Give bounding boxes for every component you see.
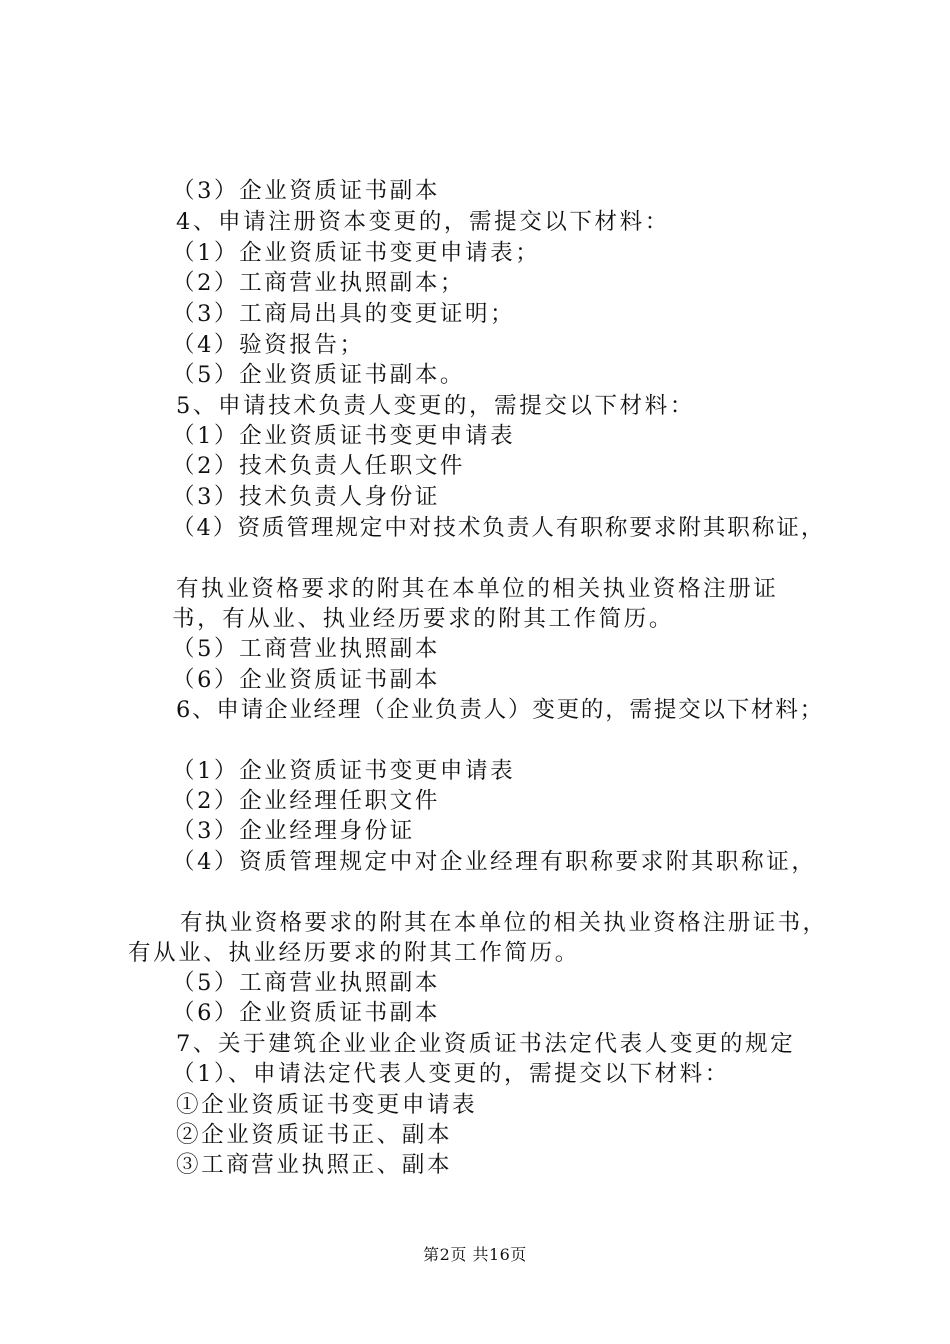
text-line: （6）企业资质证书副本 [172, 1000, 440, 1026]
text-line: （3）企业资质证书副本 [172, 178, 440, 204]
text-line: ②企业资质证书正、副本 [176, 1122, 453, 1148]
text-line: 5、申请技术负责人变更的，需提交以下材料： [176, 393, 695, 419]
text-line: （4）资质管理规定中对企业经理有职称要求附其职称证， [172, 849, 817, 875]
text-line: （6）企业资质证书副本 [172, 667, 440, 693]
text-line: 有从业、执业经历要求的附其工作简历。 [128, 940, 580, 966]
text-line: （3）工商局出具的变更证明； [172, 301, 516, 327]
text-line: 7、关于建筑企业业企业资质证书法定代表人变更的规定 [176, 1031, 796, 1057]
text-line: （1）企业资质证书变更申请表 [172, 758, 516, 784]
text-line: 书，有从业、执业经历要求的附其工作简历。 [172, 606, 675, 632]
text-line: （5）工商营业执照副本 [172, 636, 440, 662]
text-line: ③工商营业执照正、副本 [176, 1152, 453, 1178]
text-line: 有执业资格要求的附其在本单位的相关执业资格注册证 [176, 576, 779, 602]
text-line: （3）企业经理身份证 [172, 818, 415, 844]
text-line: （5）工商营业执照副本 [172, 970, 440, 996]
text-line: （2）企业经理任职文件 [172, 788, 440, 814]
text-line: 6、申请企业经理（企业负责人）变更的，需提交以下材料； [176, 697, 824, 723]
text-line: （1）企业资质证书变更申请表 [172, 423, 516, 449]
page-number-footer: 第2页 共16页 [423, 1245, 527, 1264]
text-line: （3）技术负责人身份证 [172, 484, 440, 510]
text-line: （1）、申请法定代表人变更的，需提交以下材料： [172, 1061, 730, 1087]
text-line: ①企业资质证书变更申请表 [176, 1092, 478, 1118]
text-line: 4、申请注册资本变更的，需提交以下材料： [176, 209, 670, 235]
text-line: （2）技术负责人任职文件 [172, 453, 466, 479]
text-line: （4）验资报告； [172, 332, 365, 358]
text-line: （2）工商营业执照副本； [172, 270, 466, 296]
text-line: （5）企业资质证书副本。 [172, 362, 466, 388]
text-line: （1）企业资质证书变更申请表； [172, 240, 541, 266]
text-line: （4）资质管理规定中对技术负责人有职称要求附其职称证， [172, 515, 826, 541]
text-line: 有执业资格要求的附其在本单位的相关执业资格注册证书， [180, 910, 828, 936]
